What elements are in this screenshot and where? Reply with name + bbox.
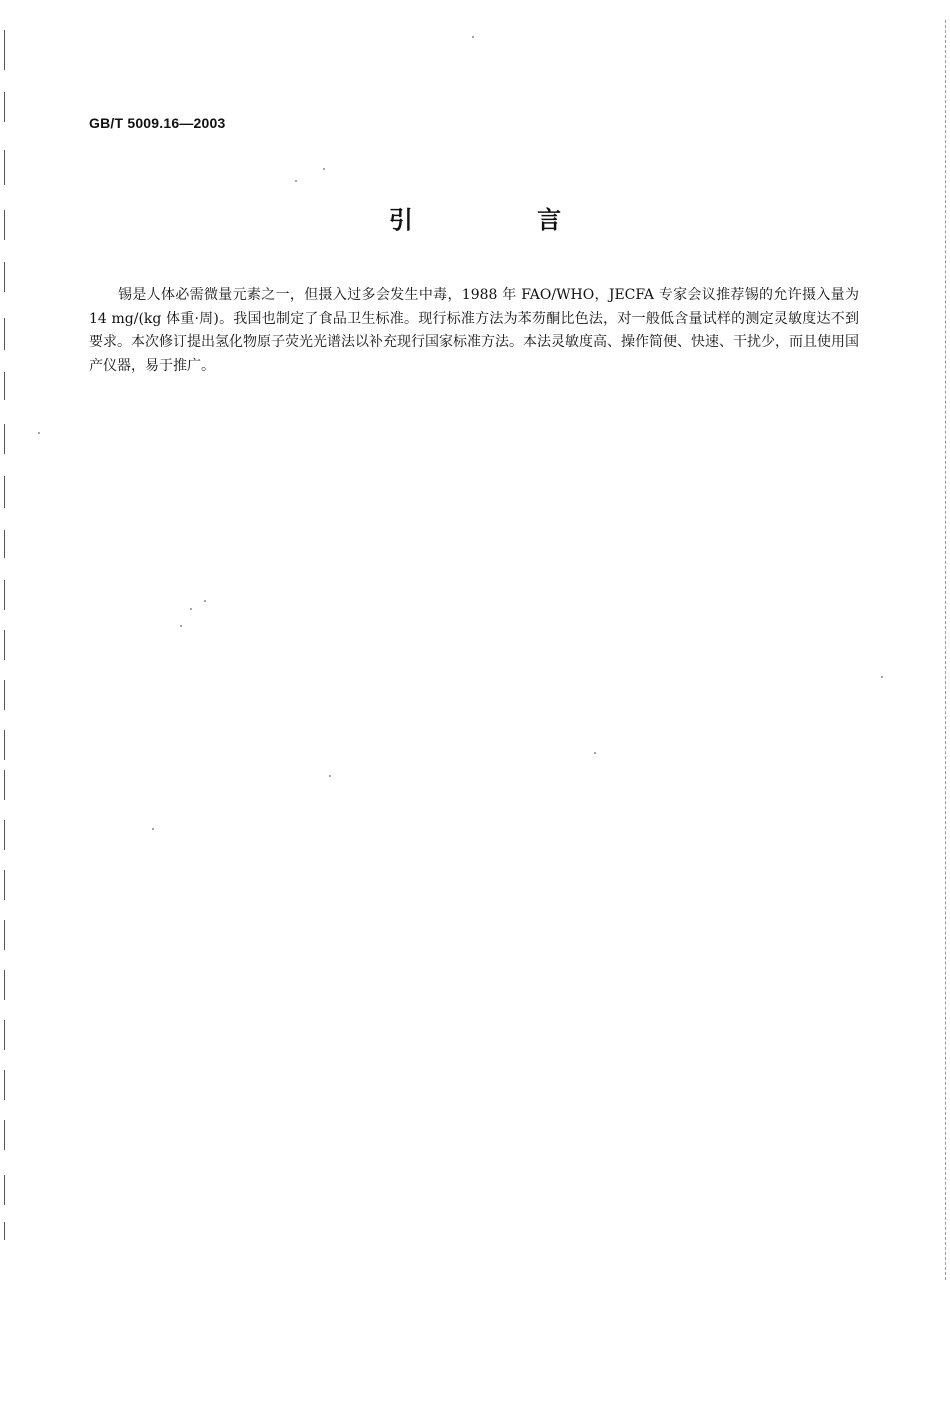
binding-rule (4, 730, 5, 760)
binding-rule (4, 530, 5, 558)
scan-speck (472, 36, 474, 38)
scan-speck (204, 600, 206, 602)
scan-speck (180, 625, 182, 627)
standard-code: GB/T 5009.16—2003 (89, 115, 226, 131)
binding-rule (4, 150, 5, 185)
binding-rule (4, 920, 5, 950)
binding-rule (4, 770, 5, 800)
binding-rule (4, 970, 5, 1000)
scan-speck (190, 608, 192, 610)
binding-rule (4, 262, 5, 292)
binding-rule (4, 820, 5, 850)
binding-rule (4, 1175, 5, 1205)
binding-rule (4, 680, 5, 710)
binding-rule (4, 476, 5, 508)
binding-rule (4, 1222, 5, 1240)
binding-rule (4, 1070, 5, 1100)
binding-rule (4, 630, 5, 660)
binding-rule (4, 1020, 5, 1050)
binding-rule (4, 1120, 5, 1150)
binding-rule (4, 372, 5, 400)
scan-speck (38, 432, 40, 434)
binding-rule (4, 870, 5, 900)
scan-speck (594, 752, 596, 754)
scan-speck (329, 775, 331, 777)
intro-paragraph: 锡是人体必需微量元素之一，但摄入过多会发生中毒，1988 年 FAO/WHO，JECFA 专家会议推荐锡的允许摄入量为 14 mg/(kg 体重·周)。我国也制定了食品卫生标准。现行标准方法为苯芴酮比色法，对一般低含量试样的测定灵敏度达不到要求。本次修订提出氢化物原子荧光光谱法以补充现行国家标准方法。本法灵敏度高、操作简便、快速、干扰少，而且使用国产仪器，易于推广。 (89, 287, 859, 375)
binding-rule (4, 580, 5, 610)
scan-speck (152, 828, 154, 830)
scan-speck (881, 676, 883, 678)
scan-speck (295, 180, 297, 182)
binding-rule (4, 30, 5, 70)
scan-speck (323, 168, 325, 170)
page-title: 引 言 (388, 206, 620, 234)
binding-rule (4, 424, 5, 454)
binding-rule (4, 318, 5, 350)
binding-rule (4, 92, 5, 122)
